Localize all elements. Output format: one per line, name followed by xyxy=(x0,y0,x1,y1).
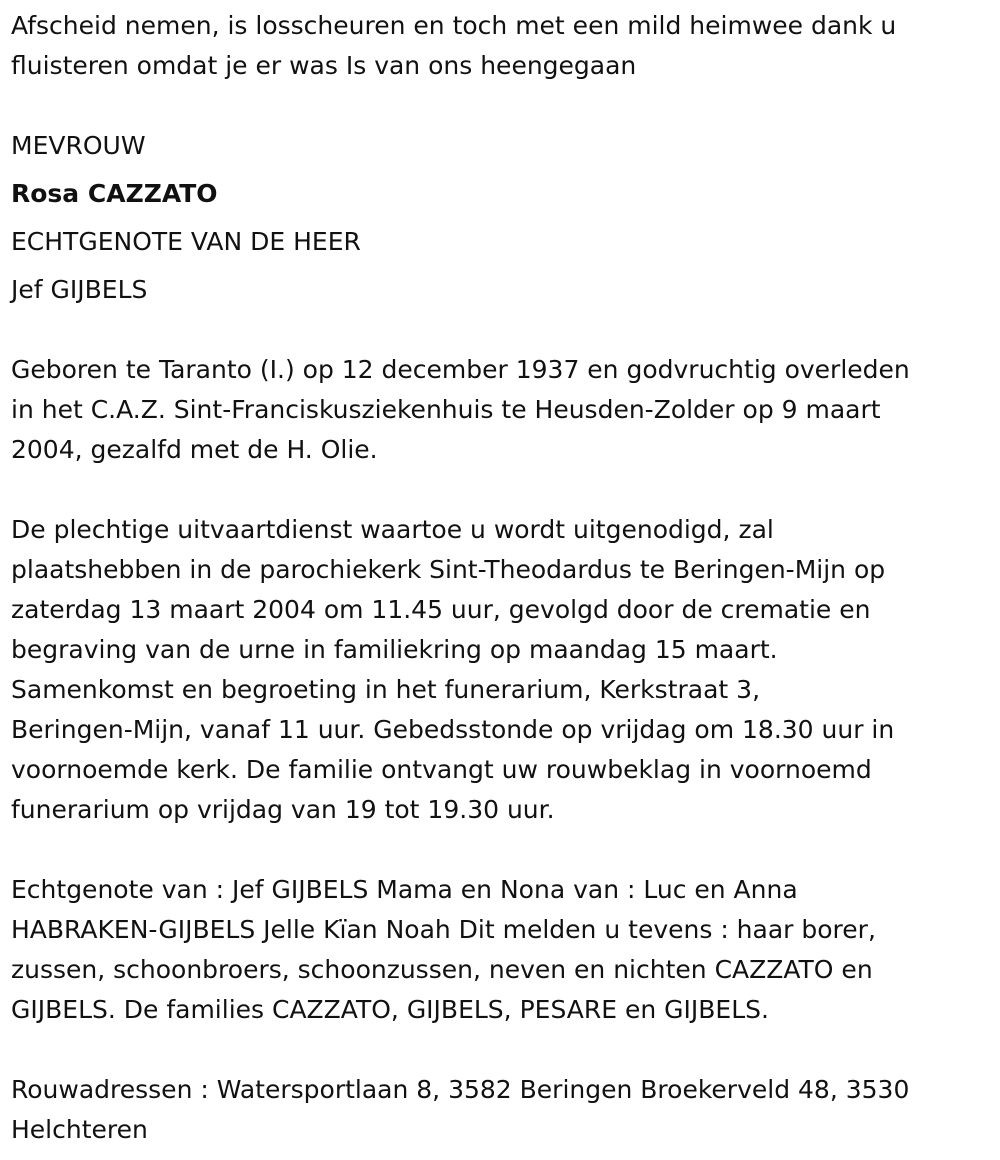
family-line-1: Echtgenote van : Jef GIJBELS Mama en Nona van : Luc en Anna xyxy=(11,875,798,904)
service-line-5: Samenkomst en begroeting in het funerarium, Kerkstraat 3, xyxy=(11,675,761,704)
spacer xyxy=(11,86,986,126)
spacer xyxy=(11,1030,986,1070)
birth-death-line-2: in het C.A.Z. Sint-Franciskusziekenhuis te Heusden-Zolder op 9 maart xyxy=(11,395,881,424)
addresses-line-2: Helchteren xyxy=(11,1115,148,1144)
service-paragraph xyxy=(11,510,986,830)
birth-death-line-3: 2004, gezalfd met de H. Olie. xyxy=(11,435,378,464)
service-line-6: Beringen-Mijn, vanaf 11 uur. Gebedsstonde op vrijdag om 18.30 uur in xyxy=(11,715,895,744)
service-line-3: zaterdag 13 maart 2004 om 11.45 uur, gevolgd door de crematie en xyxy=(11,595,871,624)
relation-title: ECHTGENOTE VAN DE HEER xyxy=(11,227,361,256)
service-line-4: begraving van de urne in familiekring op maandag 15 maart. xyxy=(11,635,778,664)
family-line-3: zussen, schoonbroers, schoonzussen, neven en nichten CAZZATO en xyxy=(11,955,873,984)
honorific: MEVROUW xyxy=(11,131,146,160)
intro-line-1: Afscheid nemen, is losscheuren en toch met een mild heimwee dank u xyxy=(11,11,897,40)
intro-quote xyxy=(11,6,986,86)
birth-death-paragraph xyxy=(11,350,986,470)
addresses-paragraph xyxy=(11,1070,986,1150)
family-line-4: GIJBELS. De families CAZZATO, GIJBELS, PESARE en GIJBELS. xyxy=(11,995,769,1024)
family-paragraph xyxy=(11,870,986,1030)
birth-death-line-1: Geboren te Taranto (I.) op 12 december 1937 en godvruchtig overleden xyxy=(11,355,910,384)
deceased-header xyxy=(11,126,986,310)
addresses-line-1: Rouwadressen : Watersportlaan 8, 3582 Beringen Broekerveld 48, 3530 xyxy=(11,1075,910,1104)
service-line-1: De plechtige uitvaartdienst waartoe u wordt uitgenodigd, zal xyxy=(11,515,774,544)
family-line-2: HABRAKEN-GIJBELS Jelle Kïan Noah Dit melden u tevens : haar borer, xyxy=(11,915,876,944)
death-notice xyxy=(11,6,986,1150)
spouse-name: Jef GIJBELS xyxy=(11,275,148,304)
deceased-name: Rosa CAZZATO xyxy=(11,179,218,208)
spacer xyxy=(11,310,986,350)
spacer xyxy=(11,830,986,870)
service-line-2: plaatshebben in de parochiekerk Sint-Theodardus te Beringen-Mijn op xyxy=(11,555,886,584)
intro-line-2: fluisteren omdat je er was Is van ons heengegaan xyxy=(11,51,637,80)
service-line-7: voornoemde kerk. De familie ontvangt uw rouwbeklag in voornoemd xyxy=(11,755,872,784)
spacer xyxy=(11,470,986,510)
service-line-8: funerarium op vrijdag van 19 tot 19.30 uur. xyxy=(11,795,555,824)
